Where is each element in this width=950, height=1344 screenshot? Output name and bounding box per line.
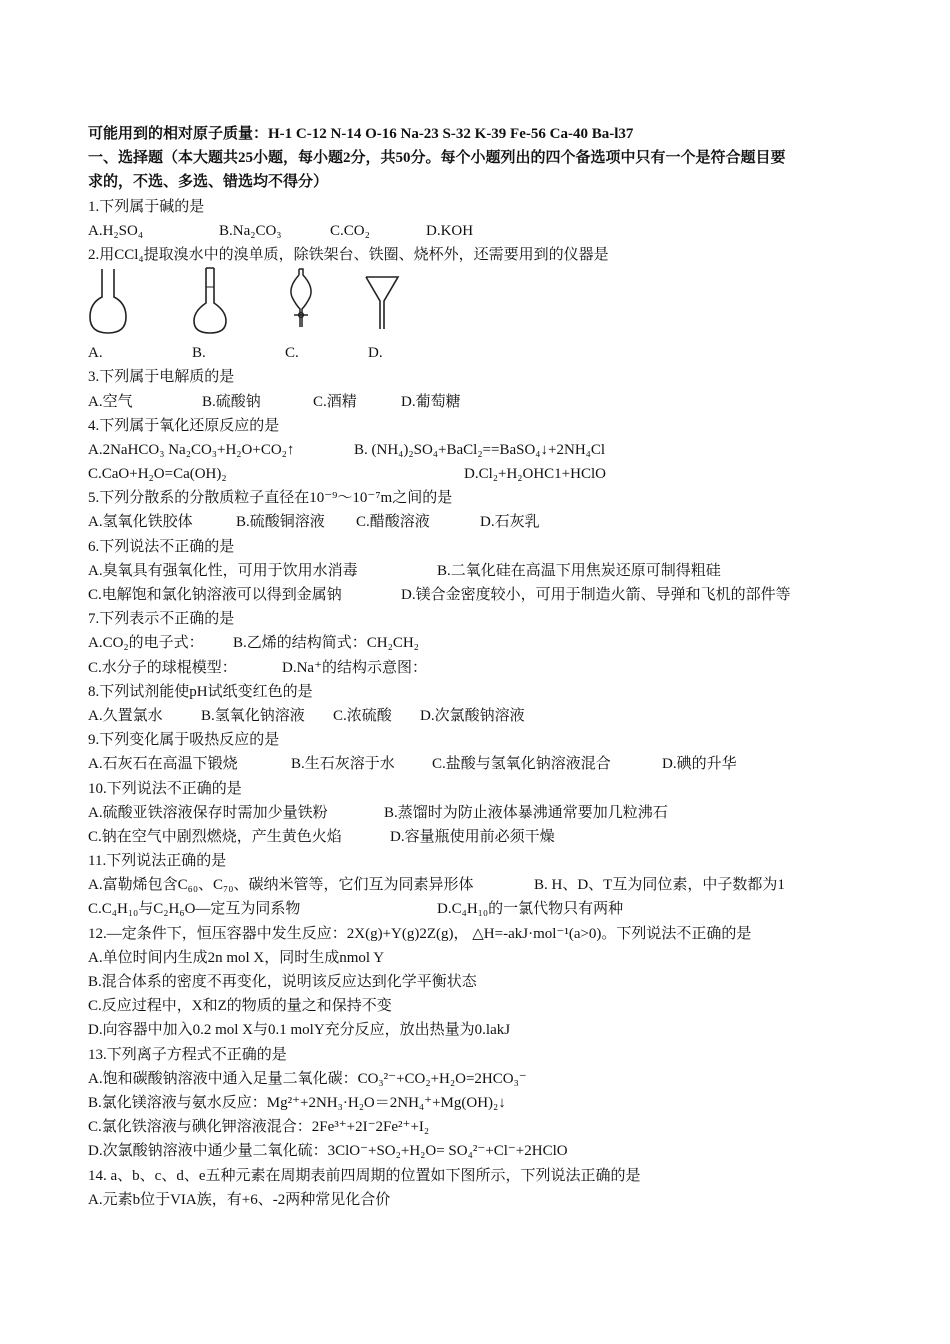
option-d: D.葡萄糖	[401, 393, 461, 410]
option-b: B.氯化镁溶液与氨水反应：Mg²⁺+2NH₃·H₂O＝2NH₄⁺+Mg(OH)₂↓	[88, 1094, 506, 1111]
options-row	[88, 510, 878, 534]
option-b: B. H、D、T互为同位素，中子数都为1	[534, 877, 785, 894]
options-row	[88, 583, 878, 607]
section-title-line-1: 一、选择题（本大题共25小题，每小题2分，共50分。每个小题列出的四个备选项中只有一个是符合题目要	[88, 150, 786, 167]
option-b: B.生石灰溶于水	[291, 756, 395, 773]
option-c: C.浓硫酸	[333, 707, 392, 724]
option-c: C.酒精	[313, 393, 357, 410]
option-a: A.CO₂的电子式：	[88, 635, 204, 652]
option-c: C.电解饱和氯化钠溶液可以得到金属钠	[88, 587, 342, 603]
options-row	[88, 462, 878, 486]
options-row	[88, 656, 878, 680]
options-row	[88, 704, 878, 728]
options-row	[88, 825, 878, 849]
option-d: D.容量瓶使用前必须干燥	[390, 828, 555, 845]
option-b: B.	[192, 345, 206, 362]
option-b: B.硫酸铜溶液	[236, 514, 325, 531]
options-row	[88, 390, 878, 414]
option-a: A.久置氯水	[88, 707, 163, 724]
option-c: C.C₄H₁₀与C₂H₆O—定互为同系物	[88, 901, 301, 918]
option-d: D.KOH	[426, 222, 474, 239]
option-a: A.硫酸亚铁溶液保存时需加少量铁粉	[88, 804, 328, 821]
option-d: D.次氯酸钠溶液中通少量二氧化硫：3ClO⁻+SO₂+H₂O= SO₄²⁻+Cl⁻+2HClO	[88, 1143, 568, 1160]
option-d: D.次氯酸钠溶液	[420, 707, 525, 724]
option-b: B.乙烯的结构简式：CH₂CH₂	[233, 635, 419, 652]
question-stem: 4.下列属于氧化还原反应的是	[88, 417, 280, 434]
option-d: D.向容器中加入0.2 mol X与0.1 molY充分反应，放出热量为0.lakJ	[88, 1022, 511, 1039]
options-row	[88, 873, 878, 897]
question-stem: 14. a、b、c、d、e五种元素在周期表前四周期的位置如下图所示，下列说法正确的是	[88, 1167, 641, 1184]
option-c: C.醋酸溶液	[356, 514, 430, 531]
option-b: B.Na₂CO₃	[219, 222, 282, 239]
option-d: D.碘的升华	[662, 756, 737, 773]
options-row	[88, 219, 878, 243]
options-row	[88, 559, 878, 583]
option-d: D.Na⁺的结构示意图：	[282, 659, 427, 676]
option-c: C.氯化铁溶液与碘化钾溶液混合：2Fe³⁺+2I⁻2Fe²⁺+I₂	[88, 1119, 430, 1136]
exam-page	[88, 122, 878, 1212]
option-a: A.氢氧化铁胶体	[88, 514, 193, 531]
options-row	[88, 801, 878, 825]
option-c: C.CaO+H₂O=Ca(OH)₂	[88, 466, 227, 483]
volumetric-flask-icon	[192, 267, 228, 335]
question-stem: 11.下列说法正确的是	[88, 853, 227, 870]
option-a: A.富勒烯包含C₆₀、C₇₀、碳纳米管等，它们互为同素异形体	[88, 877, 474, 894]
option-a: A.石灰石在高温下锻烧	[88, 756, 238, 773]
option-a: A.H₂SO₄	[88, 222, 144, 239]
question-stem: 7.下列表示不正确的是	[88, 611, 235, 628]
option-b: B.蒸馏时为防止液体暴沸通常要加几粒沸石	[384, 804, 668, 821]
option-d: D.Cl₂+H₂OHC1+HClO	[464, 466, 606, 483]
question-stem: 10.下列说法不正确的是	[88, 780, 242, 797]
option-c: C.钠在空气中剧烈燃烧，产生黄色火焰	[88, 828, 342, 845]
funnel-icon	[364, 267, 400, 335]
option-a: A.臭氧具有强氧化性，可用于饮用水消毒	[88, 562, 358, 579]
option-a: A.2NaHCO₃ Na₂CO₃+H₂O+CO₂↑	[88, 441, 295, 458]
round-bottom-flask-icon	[88, 267, 128, 335]
question-stem: 3.下列属于电解质的是	[88, 369, 235, 386]
option-c: C.	[285, 345, 299, 362]
question-stem: 9.下列变化属于吸热反应的是	[88, 732, 280, 749]
option-a: A.单位时间内生成2n mol X，同时生成nmol Y	[88, 949, 385, 966]
apparatus-figures	[88, 267, 878, 341]
question-stem: 2.用CCl₄提取溴水中的溴单质，除铁架台、铁圈、烧杯外，还需要用到的仪器是	[88, 246, 609, 263]
question-stem: 8.下列试剂能使pH试纸变红色的是	[88, 683, 313, 700]
question-stem: 5.下列分散系的分散质粒子直径在10⁻⁹～10⁻⁷m之间的是	[88, 490, 453, 507]
option-d: D.C₄H₁₀的一氯代物只有两种	[437, 901, 624, 918]
option-b: B.二氧化硅在高温下用焦炭还原可制得粗硅	[437, 562, 721, 579]
option-b: B.混合体系的密度不再变化，说明该反应达到化学平衡状态	[88, 974, 477, 990]
option-b: B.氢氧化钠溶液	[201, 707, 305, 724]
option-a: A.	[88, 345, 103, 362]
options-row	[88, 631, 878, 655]
option-c: C.水分子的球棍模型：	[88, 659, 237, 676]
question-stem: 6.下列说法不正确的是	[88, 538, 235, 555]
option-b: B. (NH₄)₂SO₄+BaCl₂==BaSO₄↓+2NH₄Cl	[354, 441, 606, 458]
options-row	[88, 341, 878, 365]
options-row	[88, 897, 878, 921]
atomic-masses-line: 可能用到的相对原子质量：H-1 C-12 N-14 O-16 Na-23 S-32 K-39 Fe-56 Ca-40 Ba-l37	[88, 126, 634, 142]
option-c: C.反应过程中，X和Z的物质的量之和保持不变	[88, 998, 392, 1015]
option-d: D.	[368, 345, 383, 362]
question-stem: 12.—定条件下，恒压容器中发生反应：2X(g)+Y(g)2Z(g)， △H=-akJ·mol⁻¹(a>0)。下列说法不正确的是	[88, 925, 752, 942]
question-stem: 1.下列属于碱的是	[88, 198, 205, 215]
option-d: D.石灰乳	[480, 514, 540, 531]
option-b: B.硫酸钠	[202, 393, 261, 410]
option-c: C.CO₂	[330, 222, 370, 239]
options-row	[88, 752, 878, 776]
option-c: C.盐酸与氢氧化钠溶液混合	[432, 756, 611, 773]
option-d: D.镁合金密度较小，可用于制造火箭、导弹和飞机的部件等	[401, 587, 791, 603]
option-a: A.元素b位于VIA族，有+6、-2两种常见化合价	[88, 1191, 391, 1208]
separatory-funnel-icon	[286, 267, 316, 335]
section-title-line-2: 求的，不选、多选、错选均不得分）	[88, 174, 329, 191]
options-row	[88, 438, 878, 462]
option-a: A.空气	[88, 393, 133, 410]
option-a: A.饱和碳酸钠溶液中通入足量二氧化碳：CO₃²⁻+CO₂+H₂O=2HCO₃⁻	[88, 1070, 527, 1087]
question-stem: 13.下列离子方程式不正确的是	[88, 1046, 287, 1063]
